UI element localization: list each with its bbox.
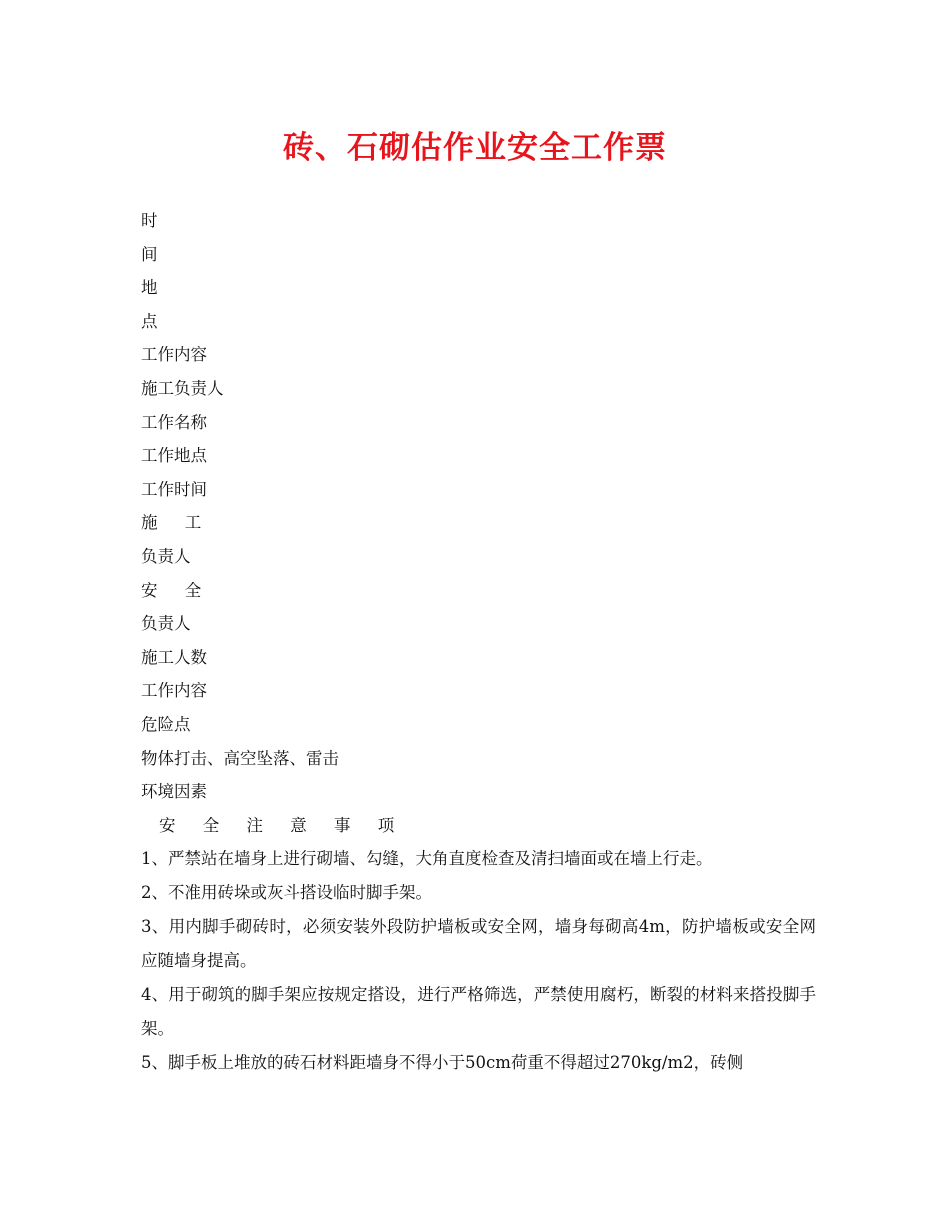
form-line-time-2: 间 — [141, 244, 158, 264]
form-line-hazard-detail: 物体打击、高空坠落、雷击 — [141, 748, 339, 768]
form-line-place-1: 地 — [141, 278, 158, 298]
safety-item-1: 1、严禁站在墙身上进行砌墙、勾缝，大角直度检查及清扫墙面或在墙上行走。 — [141, 849, 713, 869]
form-line-construction: 施 工 — [141, 513, 213, 533]
form-line-responsible-2: 负责人 — [141, 614, 191, 634]
form-line-work-place: 工作地点 — [141, 446, 207, 466]
form-line-work-name: 工作名称 — [141, 412, 207, 432]
form-line-work-time: 工作时间 — [141, 479, 207, 499]
form-line-hazard: 危险点 — [141, 714, 191, 734]
form-line-time-1: 时 — [141, 211, 158, 230]
form-line-worker-count: 施工人数 — [141, 647, 207, 667]
form-line-construction-lead: 施工负责人 — [141, 378, 224, 398]
form-line-safety: 安 全 — [141, 580, 213, 600]
safety-item-5: 5、脚手板上堆放的砖石材料距墙身不得小于50cm荷重不得超过270kg/m2，砖侧 — [141, 1053, 744, 1073]
safety-notes-heading: 安 全 注 意 事 项 — [159, 815, 406, 835]
form-line-work-content: 工作内容 — [141, 345, 207, 365]
form-line-work-content-2: 工作内容 — [141, 681, 207, 701]
safety-item-4: 4、用于砌筑的脚手架应按规定搭设，进行严格筛选，严禁使用腐朽，断裂的材料来搭投脚手架。 — [141, 985, 816, 1039]
form-line-place-2: 点 — [141, 311, 158, 331]
safety-item-3: 3、用内脚手砌砖时，必须安装外段防护墙板或安全网，墙身每砌高4m，防护墙板或安全网应随墙身提高。 — [141, 917, 816, 971]
form-line-responsible-1: 负责人 — [141, 546, 191, 566]
form-line-environment: 环境因素 — [141, 782, 207, 802]
document-body — [141, 204, 816, 1080]
document-title: 砖、石砌估作业安全工作票 — [283, 130, 667, 166]
safety-item-2: 2、不准用砖垛或灰斗搭设临时脚手架。 — [141, 883, 432, 903]
